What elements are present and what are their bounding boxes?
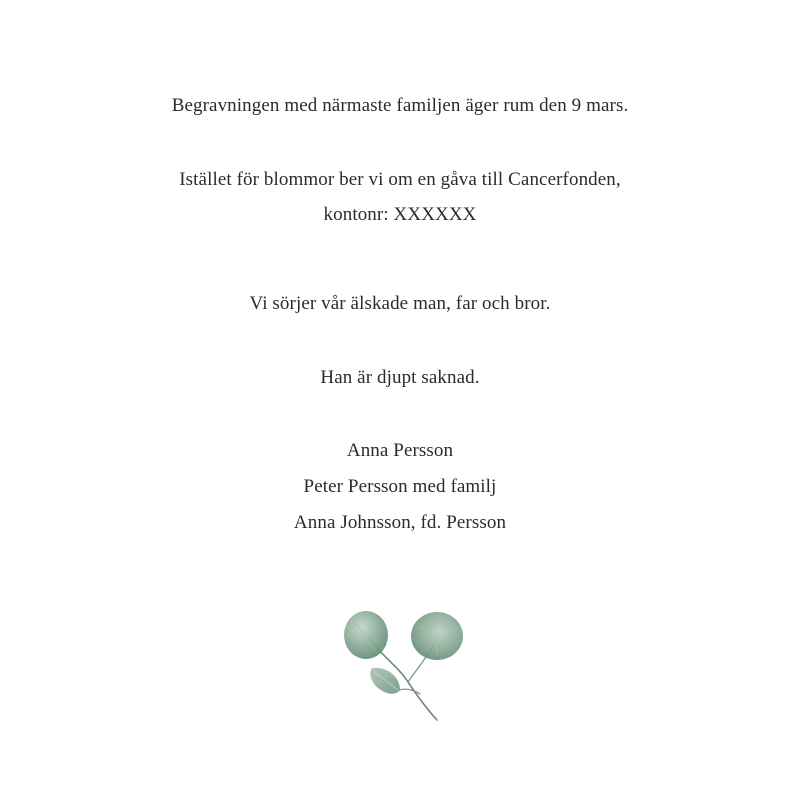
signature-3: Anna Johnsson, fd. Persson (293, 512, 507, 533)
signature-2: Peter Persson med familj (303, 476, 497, 497)
missed-text: Han är djupt saknad. (320, 367, 480, 388)
donation-text-line-2: kontonr: XXXXXX (323, 204, 477, 225)
mourning-text: Vi sörjer vår älskade man, far och bror. (249, 293, 551, 314)
funeral-notice-text: Begravningen med närmaste familjen äger rum den 9 mars. (171, 95, 629, 116)
donation-text-line-1: Istället för blommor ber vi om en gåva till Cancerfonden, (179, 169, 621, 190)
signature-1: Anna Persson (346, 440, 454, 461)
eucalyptus-sprig-icon (336, 604, 476, 728)
